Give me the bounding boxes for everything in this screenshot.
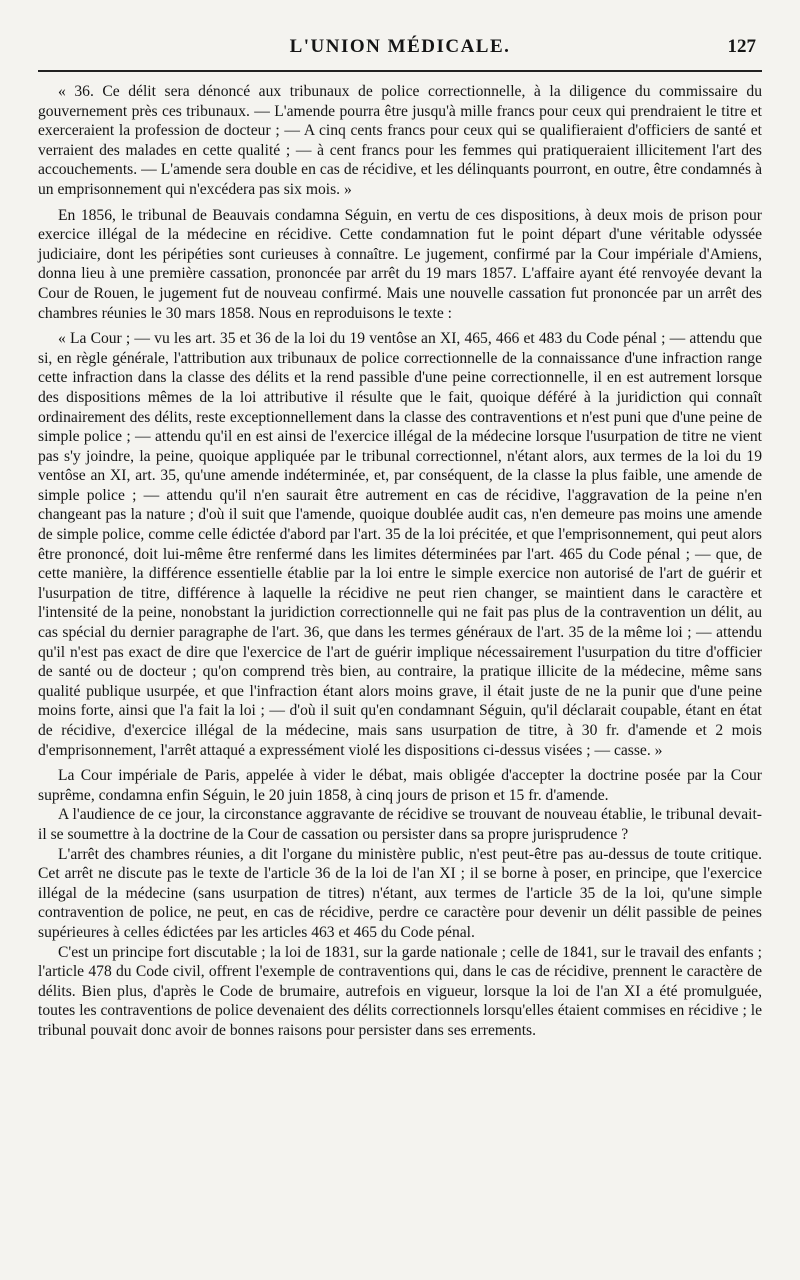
paragraph-paris-court: La Cour impériale de Paris, appelée à vider le débat, mais obligée d'accepter la doctrine posée par la Cour suprême, condamna enfin Séguin, le 20 juin 1858, à cinq jours de prison et 15 fr. d'amende. [38, 767, 762, 804]
paragraph-audience: A l'audience de ce jour, la circonstance aggravante de récidive se trouvant de nouveau établie, le tribunal devait-il se soumettre à la doctrine de la Cour de cassation ou persister dans sa propre jurisprudence ? [38, 806, 762, 843]
paragraph-principe: C'est un principe fort discutable ; la loi de 1831, sur la garde nationale ; celle de 1841, sur le travail des enfants ; l'article 478 du Code civil, offrent l'exemple de contraventions qui, dans le cas de récidive, prennent le caractère de délits. Bien plus, d'après le Code de brumaire, autrefois en vigueur, lorsque la loi de l'an XI a été promulguée, toutes les contraventions de police devenaient des délits correctionnels lorsqu'elles étaient commises en récidive ; le tribunal pouvait donc avoir de bonnes raisons pour persister dans ses errements. [38, 943, 762, 1039]
page-body [38, 82, 762, 1250]
page-header [38, 36, 762, 72]
journal-title: L'UNION MÉDICALE. [289, 36, 511, 57]
quoted-article-36: « 36. Ce délit sera dénoncé aux tribunaux de police correctionnelle, à la diligence du commissaire du gouvernement près ces tribunaux. — L'amende pourra être jusqu'à mille francs pour ceux qui prendraient le titre et exerceraient la profession de docteur ; — A cinq cents francs pour ceux qui se qualifieraient d'officiers de santé et verraient des malades en cette qualité ; — à cent francs pour les femmes qui pratiqueraient illicitement l'art des accouchements. — L'amende sera double en cas de récidive, et les délinquants pourront, en outre, être condamnés à un emprisonnement qui n'excédera pas six mois. » [38, 83, 762, 198]
header-rule [38, 70, 762, 72]
paragraph-ministere-public: L'arrêt des chambres réunies, a dit l'organe du ministère public, n'est peut-être pas au-dessus de toute critique. Cet arrêt ne discute pas le texte de l'article 36 de la loi de l'an XI ; il se borne à poser, en principe, que l'exercice illégal de la médecine (sans usurpation de titres) n'étant, aux termes de l'article 35 de la loi, qu'une simple contravention de police, ne peut, en cas de récidive, perdre ce caractère pour devenir un délit passible de peines supérieures à celles édictées par les articles 463 et 465 du Code pénal. [38, 845, 762, 941]
paragraph-seguin-case: En 1856, le tribunal de Beauvais condamna Séguin, en vertu de ces dispositions, à deux mois de prison pour exercice illégal de la médecine en récidive. Cette condamnation fut le point départ d'une véritable odyssée judiciaire, dont les péripéties sont curieuses à connaître. Le jugement, confirmé par la Cour impériale d'Amiens, donna lieu à une première cassation, prononcée par arrêt du 19 mars 1857. L'affaire ayant été renvoyée devant la Cour de Rouen, le jugement fut de nouveau confirmé. Mais une nouvelle cassation fut prononcée par un arrêt des chambres réunies le 30 mars 1858. Nous en reproduisons le texte : [38, 206, 762, 322]
page-number: 127 [727, 36, 756, 57]
quoted-court-ruling: « La Cour ; — vu les art. 35 et 36 de la loi du 19 ventôse an XI, 465, 466 et 483 du Code pénal ; — attendu que si, en règle générale, l'attribution aux tribunaux de police correctionnelle de la connaissance d'une infraction range cette infraction dans la classe des délits et la rend passible d'une peine correctionnelle, il en est autrement lorsque des dispositions mêmes de la loi attributive il résulte que le fait, quoique déféré à la juridiction qui connaît ordinairement des délits, reste exceptionnellement dans la classe des contraventions et n'est puni que d'une peine de simple police ; — attendu qu'il en est ainsi de l'exercice illégal de la médecine lorsque l'usurpation de titre ne vient pas s'y joindre, la peine, quoique appliquée par le tribunal correctionnel, n'étant alors, aux termes de la loi du 19 ventôse an XI, art. 35, qu'une amende indéterminée, et, par conséquent, de la classe la plus faible, une amende de simple police ; — attendu qu'il n'en saurait être autrement en cas de récidive, l'aggravation de la peine n'en changeant pas la nature ; d'où il suit que l'amende, quoique doublée audit cas, n'en demeure pas moins une amende de simple police, comme celle édictée d'abord par l'art. 35 de la loi précitée, et que l'emprisonnement, qui peut alors être prononcé, doit lui-même être renfermé dans les limites déterminées par l'art. 465 du Code pénal ; — que, de cette manière, la différence essentielle établie par la loi entre le simple exercice non autorisé de l'art de guérir et l'usurpation de titre, différence à laquelle la récidive ne peut rien changer, se maintient dans le caractère et l'intensité de la peine, nonobstant la juridiction correctionnelle qui ne fait pas plus de la contravention un délit, au cas spécial du dernier paragraphe de l'art. 36, que dans les termes généraux de l'art. 35 de la même loi ; — attendu qu'il n'est pas exact de dire que l'exercice de l'art de guérir implique nécessairement l'usurpation du titre d'officier de santé ou de docteur ; qu'on comprend très bien, au contraire, la pratique illicite de la médecine, même sans qualité publique usurpée, et que l'infraction étant alors moins grave, il était juste de ne la punir que d'une peine moins forte, ainsi que l'a fait la loi ; — d'où il suit qu'en condamnant Séguin, qu'il déclarait coupable, étant en état de récidive, d'exercice illégal de la médecine, mais sans usurpation de titre, à 30 fr. d'amende et 2 mois d'emprisonnement, l'arrêt attaqué a expressément violé les dispositions ci-dessus visées ; — casse. » [38, 330, 762, 759]
